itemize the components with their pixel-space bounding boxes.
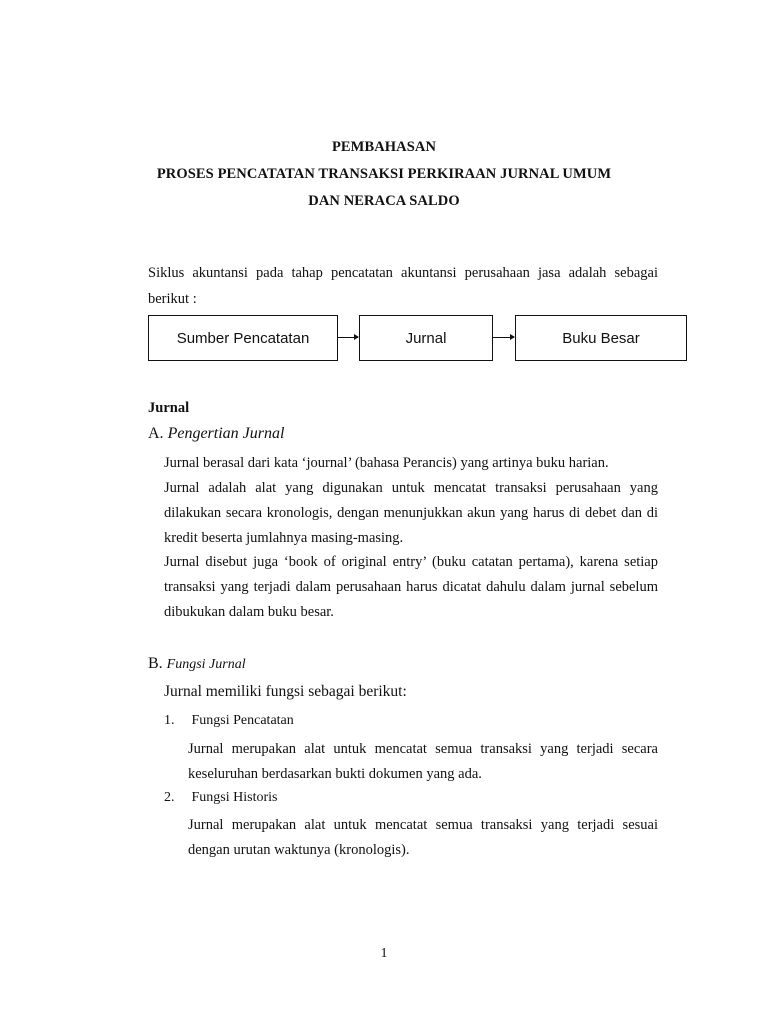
paragraph-a-3: Jurnal disebut juga ‘book of original entry’ (buku catatan pertama), karena setiap transaksi yang terjadi dalam perusahaan harus dicatat dahulu dalam jurnal sebelum dibukukan dalam buku besar. xyxy=(164,554,658,620)
list-item-2-number: 2. xyxy=(164,790,175,805)
flow-arrow-1 xyxy=(338,337,358,338)
section-heading: Jurnal xyxy=(148,400,190,416)
paragraph-a-2: Jurnal adalah alat yang digunakan untuk mencatat transaksi perusahaan yang dilakukan secara kronologis, dengan menunjukkan akun yang harus di debet dan di kredit beserta jumlahnya masing-masing. xyxy=(164,480,658,546)
subheading-a-letter: A. xyxy=(148,425,164,442)
subheading-b xyxy=(148,655,246,673)
paragraph-b-intro: Jurnal memiliki fungsi sebagai berikut: xyxy=(164,683,407,700)
flow-diagram xyxy=(148,315,690,365)
title-line-3: DAN NERACA SALDO xyxy=(308,193,460,209)
subheading-a xyxy=(148,425,284,443)
title-line-2: PROSES PENCATATAN TRANSAKSI PERKIRAAN JURNAL UMUM xyxy=(156,166,612,182)
page-number: 1 xyxy=(380,946,388,961)
subheading-b-letter: B. xyxy=(148,655,163,672)
paragraph-a-1: Jurnal berasal dari kata ‘journal’ (bahasa Perancis) yang artinya buku harian. xyxy=(164,455,609,471)
list-item-1-body: Jurnal merupakan alat untuk mencatat semua transaksi yang terjadi secara keseluruhan berdasarkan bukti dokumen yang ada. xyxy=(188,741,658,782)
intro-paragraph: Siklus akuntansi pada tahap pencatatan akuntansi perusahaan jasa adalah sebagai berikut : xyxy=(148,265,658,307)
list-item-1-title: Fungsi Pencatatan xyxy=(191,713,294,728)
list-item-1-heading xyxy=(164,713,294,729)
list-item-2-body: Jurnal merupakan alat untuk mencatat semua transaksi yang terjadi sesuai dengan urutan waktunya (kronologis). xyxy=(188,817,658,858)
flow-box-buku-besar: Buku Besar xyxy=(515,315,687,361)
subheading-b-title: Fungsi Jurnal xyxy=(166,657,246,672)
flow-box-jurnal: Jurnal xyxy=(359,315,493,361)
flow-box-sumber-pencatatan: Sumber Pencatatan xyxy=(148,315,338,361)
title-block xyxy=(0,134,768,215)
flow-arrow-2 xyxy=(493,337,514,338)
list-item-2-title: Fungsi Historis xyxy=(191,790,278,805)
list-item-2-heading xyxy=(164,790,277,806)
title-line-1: PEMBAHASAN xyxy=(331,139,437,155)
list-item-1-number: 1. xyxy=(164,713,175,728)
subheading-a-title: Pengertian Jurnal xyxy=(167,425,285,442)
